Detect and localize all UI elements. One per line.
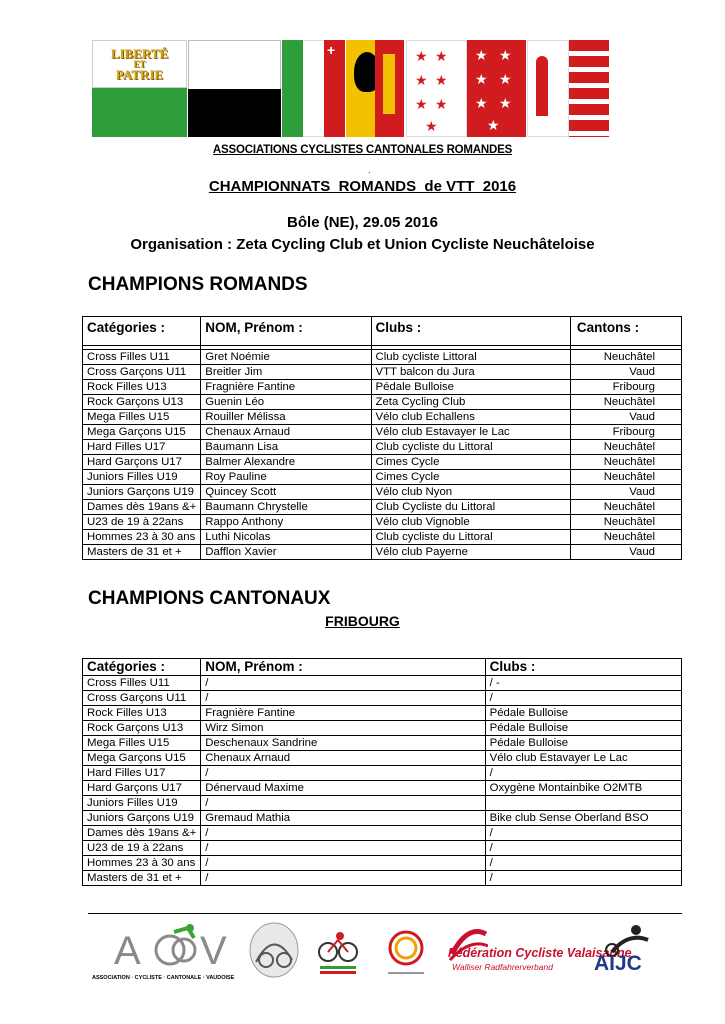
section-title-champions-cantonaux: CHAMPIONS CANTONAUX bbox=[88, 588, 331, 609]
svg-text:V: V bbox=[200, 929, 227, 968]
table-row bbox=[83, 455, 682, 470]
cell-category: Hard Filles U17 bbox=[83, 440, 201, 455]
star-icon: ★ bbox=[435, 48, 448, 64]
cell-club: Vélo club Vignoble bbox=[371, 515, 570, 530]
header-name: NOM, Prénom : bbox=[201, 317, 371, 346]
vaud-motto-line-1: LIBERTÉ bbox=[110, 45, 169, 61]
cell-name: Luthi Nicolas bbox=[201, 530, 371, 545]
cell-club: Pédale Bulloise bbox=[371, 380, 570, 395]
table-row bbox=[83, 350, 682, 365]
section-title-champions-romands: CHAMPIONS ROMANDS bbox=[88, 274, 308, 295]
aijc-logo bbox=[588, 922, 678, 984]
vaud-motto-line-3: PATRIE bbox=[115, 66, 164, 82]
cell-canton: Vaud bbox=[570, 485, 681, 500]
cell-club: / bbox=[485, 871, 681, 886]
cell-name: / bbox=[201, 691, 485, 706]
table-row bbox=[83, 530, 682, 545]
header-name: NOM, Prénom : bbox=[201, 659, 485, 676]
cell-canton: Neuchâtel bbox=[570, 500, 681, 515]
cell-name: / bbox=[201, 826, 485, 841]
cell-club bbox=[485, 796, 681, 811]
champions-romands-rows bbox=[83, 346, 682, 560]
cell-canton: Neuchâtel bbox=[570, 350, 681, 365]
footer-divider bbox=[88, 913, 682, 914]
star-icon: ★ bbox=[425, 118, 438, 134]
fcv-title: Fédération Cycliste Valaisanne bbox=[448, 946, 632, 960]
cell-club: Vélo club Nyon bbox=[371, 485, 570, 500]
cell-canton: Vaud bbox=[570, 410, 681, 425]
cell-club: VTT balcon du Jura bbox=[371, 365, 570, 380]
cell-name: Fragnière Fantine bbox=[201, 706, 485, 721]
flag-geneve bbox=[346, 40, 405, 137]
header-cantons: Cantons : bbox=[570, 317, 681, 346]
flag-valais bbox=[406, 40, 527, 137]
key-icon bbox=[383, 54, 395, 114]
cell-canton: Neuchâtel bbox=[570, 455, 681, 470]
table-row bbox=[83, 515, 682, 530]
star-icon: ★ bbox=[475, 95, 488, 111]
header-clubs: Clubs : bbox=[371, 317, 570, 346]
cell-club: / bbox=[485, 841, 681, 856]
cell-club: / bbox=[485, 691, 681, 706]
canton-title-fribourg: FRIBOURG bbox=[325, 613, 400, 629]
cell-category: Juniors Filles U19 bbox=[83, 796, 201, 811]
aijc-title: AIJC bbox=[594, 952, 642, 975]
table-row bbox=[83, 856, 682, 871]
star-icon: ★ bbox=[415, 72, 428, 88]
cell-category: Rock Filles U13 bbox=[83, 380, 201, 395]
cell-name: Dénervaud Maxime bbox=[201, 781, 485, 796]
cycling-union-logo bbox=[382, 926, 430, 980]
cell-name: Rouiller Mélissa bbox=[201, 410, 371, 425]
fcv-subtitle: Walliser Radfahrerverband bbox=[452, 962, 553, 972]
flag-valais-white-black bbox=[188, 40, 282, 137]
cell-name: / bbox=[201, 841, 485, 856]
table-row bbox=[83, 500, 682, 515]
champions-fribourg-table bbox=[82, 658, 682, 886]
champions-fribourg-rows bbox=[83, 676, 682, 886]
cell-club: Cimes Cycle bbox=[371, 470, 570, 485]
star-icon: ★ bbox=[499, 95, 512, 111]
bike-club-badge-logo bbox=[246, 920, 302, 980]
star-icon: ★ bbox=[415, 96, 428, 112]
table-row bbox=[83, 781, 682, 796]
cell-category: Hard Garçons U17 bbox=[83, 781, 201, 796]
star-icon: ★ bbox=[487, 117, 500, 133]
table-row bbox=[83, 676, 682, 691]
crozier-icon bbox=[536, 56, 548, 116]
cell-club: / bbox=[485, 766, 681, 781]
ucn-logo bbox=[314, 928, 362, 980]
table-row bbox=[83, 485, 682, 500]
cell-category: Cross Garçons U11 bbox=[83, 365, 201, 380]
table-row bbox=[83, 811, 682, 826]
table-row bbox=[83, 706, 682, 721]
cell-club: / - bbox=[485, 676, 681, 691]
cell-name: Quincey Scott bbox=[201, 485, 371, 500]
cell-name: / bbox=[201, 871, 485, 886]
cell-name: Baumann Lisa bbox=[201, 440, 371, 455]
star-icon: ★ bbox=[415, 48, 428, 64]
table-row bbox=[83, 365, 682, 380]
cell-category: Mega Filles U15 bbox=[83, 410, 201, 425]
table-row bbox=[83, 751, 682, 766]
cell-canton: Neuchâtel bbox=[570, 470, 681, 485]
cell-club: Vélo club Estavayer Le Lac bbox=[485, 751, 681, 766]
cell-name: Chenaux Arnaud bbox=[201, 751, 485, 766]
svg-text:A: A bbox=[114, 929, 141, 968]
cell-category: Hard Filles U17 bbox=[83, 766, 201, 781]
cell-category: Cross Garçons U11 bbox=[83, 691, 201, 706]
association-name: ASSOCIATIONS CYCLISTES CANTONALES ROMANDES bbox=[212, 144, 513, 156]
cell-category: Masters de 31 et + bbox=[83, 545, 201, 560]
sponsor-logos bbox=[88, 920, 682, 990]
star-icon: ★ bbox=[435, 72, 448, 88]
table-row bbox=[83, 425, 682, 440]
cell-name: Gret Noémie bbox=[201, 350, 371, 365]
cell-category: Masters de 31 et + bbox=[83, 871, 201, 886]
star-icon: ★ bbox=[499, 47, 512, 63]
cell-name: / bbox=[201, 796, 485, 811]
table-row bbox=[83, 545, 682, 560]
table-header-row bbox=[83, 317, 682, 346]
cell-name: Rappo Anthony bbox=[201, 515, 371, 530]
header-categories: Catégories : bbox=[83, 659, 201, 676]
cell-name: Dafflon Xavier bbox=[201, 545, 371, 560]
cell-club: Club cycliste Littoral bbox=[371, 350, 570, 365]
table-row bbox=[83, 470, 682, 485]
star-icon: ★ bbox=[475, 47, 488, 63]
cell-name: / bbox=[201, 676, 485, 691]
cell-name: Chenaux Arnaud bbox=[201, 425, 371, 440]
cell-club: Zeta Cycling Club bbox=[371, 395, 570, 410]
star-icon: ★ bbox=[475, 71, 488, 87]
cell-name: Fragnière Fantine bbox=[201, 380, 371, 395]
cell-name: / bbox=[201, 856, 485, 871]
table-row bbox=[83, 871, 682, 886]
cell-category: Rock Garçons U13 bbox=[83, 721, 201, 736]
event-place-date: Bôle (NE), 29.05 2016 bbox=[287, 214, 438, 231]
cell-category: Juniors Filles U19 bbox=[83, 470, 201, 485]
table-row bbox=[83, 796, 682, 811]
cell-canton: Neuchâtel bbox=[570, 395, 681, 410]
cell-canton: Neuchâtel bbox=[570, 440, 681, 455]
cell-category: Mega Garçons U15 bbox=[83, 751, 201, 766]
vaud-motto-line-2: ET bbox=[133, 58, 146, 69]
table-row bbox=[83, 691, 682, 706]
stray-dot: . bbox=[368, 165, 371, 175]
table-row bbox=[83, 766, 682, 781]
header-clubs: Clubs : bbox=[485, 659, 681, 676]
cell-category: Juniors Garçons U19 bbox=[83, 811, 201, 826]
canton-flags-banner bbox=[92, 40, 665, 137]
event-organisation: Organisation : Zeta Cycling Club et Union Cycliste Neuchâteloise bbox=[130, 236, 595, 253]
cell-category: Hommes 23 à 30 ans bbox=[83, 856, 201, 871]
table-header-row bbox=[83, 659, 682, 676]
vaud-motto bbox=[92, 40, 187, 88]
cell-club: Vélo club Echallens bbox=[371, 410, 570, 425]
star-icon: ★ bbox=[499, 71, 512, 87]
cell-category: U23 de 19 à 22ans bbox=[83, 841, 201, 856]
cell-name: Breitler Jim bbox=[201, 365, 371, 380]
cell-category: Mega Garçons U15 bbox=[83, 425, 201, 440]
flag-vaud bbox=[92, 40, 188, 137]
cell-canton: Vaud bbox=[570, 365, 681, 380]
cell-category: Mega Filles U15 bbox=[83, 736, 201, 751]
cell-name: Gremaud Mathia bbox=[201, 811, 485, 826]
table-row bbox=[83, 721, 682, 736]
cell-name: Balmer Alexandre bbox=[201, 455, 371, 470]
header-categories: Catégories : bbox=[83, 317, 201, 346]
table-row bbox=[83, 826, 682, 841]
cell-category: Juniors Garçons U19 bbox=[83, 485, 201, 500]
cell-category: Cross Filles U11 bbox=[83, 350, 201, 365]
cell-club: Pédale Bulloise bbox=[485, 721, 681, 736]
cell-name: / bbox=[201, 766, 485, 781]
cell-canton: Neuchâtel bbox=[570, 515, 681, 530]
flag-bale-jura bbox=[527, 40, 610, 137]
champions-romands-table bbox=[82, 316, 682, 560]
cell-club: Bike club Sense Oberland BSO bbox=[485, 811, 681, 826]
cell-club: Club Cycliste du Littoral bbox=[371, 500, 570, 515]
cell-category: Rock Garçons U13 bbox=[83, 395, 201, 410]
cell-club: / bbox=[485, 826, 681, 841]
cell-category: Dames dès 19ans &+ bbox=[83, 826, 201, 841]
cell-name: Roy Pauline bbox=[201, 470, 371, 485]
table-row bbox=[83, 395, 682, 410]
cell-club: Pédale Bulloise bbox=[485, 736, 681, 751]
cell-canton: Fribourg bbox=[570, 380, 681, 395]
cell-club: Oxygène Montainbike O2MTB bbox=[485, 781, 681, 796]
table-row bbox=[83, 440, 682, 455]
cell-club: Pédale Bulloise bbox=[485, 706, 681, 721]
table-row bbox=[83, 380, 682, 395]
cell-club: Club cycliste du Littoral bbox=[371, 530, 570, 545]
championship-title: CHAMPIONNATS ROMANDS de VTT 2016 bbox=[208, 178, 517, 195]
cell-canton: Vaud bbox=[570, 545, 681, 560]
cell-canton: Neuchâtel bbox=[570, 530, 681, 545]
cell-name: Deschenaux Sandrine bbox=[201, 736, 485, 751]
cell-club: / bbox=[485, 856, 681, 871]
cell-name: Guenin Léo bbox=[201, 395, 371, 410]
cell-category: Dames dès 19ans &+ bbox=[83, 500, 201, 515]
star-icon: ★ bbox=[435, 96, 448, 112]
cell-category: Cross Filles U11 bbox=[83, 676, 201, 691]
cell-name: Baumann Chrystelle bbox=[201, 500, 371, 515]
cell-club: Vélo club Payerne bbox=[371, 545, 570, 560]
cell-club: Cimes Cycle bbox=[371, 455, 570, 470]
cell-club: Club cycliste du Littoral bbox=[371, 440, 570, 455]
cell-club: Vélo club Estavayer le Lac bbox=[371, 425, 570, 440]
cell-category: Hommes 23 à 30 ans bbox=[83, 530, 201, 545]
table-row bbox=[83, 736, 682, 751]
cell-category: U23 de 19 à 22ans bbox=[83, 515, 201, 530]
cell-category: Rock Filles U13 bbox=[83, 706, 201, 721]
acvc-subtitle: ASSOCIATION · CYCLISTE · CANTONALE · VAUDOISE bbox=[92, 975, 235, 981]
cell-canton: Fribourg bbox=[570, 425, 681, 440]
acvc-logo bbox=[92, 922, 238, 988]
cell-category: Hard Garçons U17 bbox=[83, 455, 201, 470]
table-row bbox=[83, 841, 682, 856]
cell-name: Wirz Simon bbox=[201, 721, 485, 736]
flag-neuchatel: + bbox=[282, 40, 346, 137]
table-row bbox=[83, 410, 682, 425]
